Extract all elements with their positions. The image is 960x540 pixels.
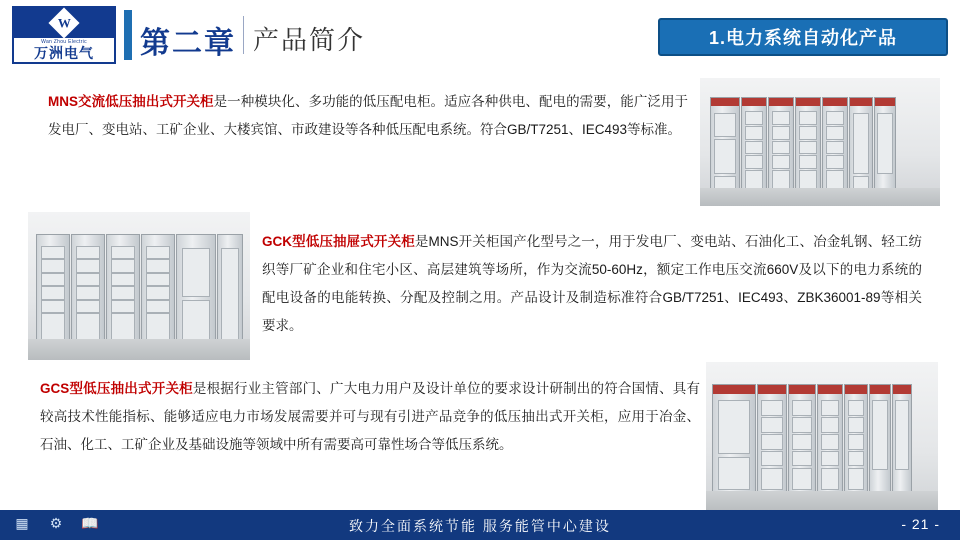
photo-floor bbox=[706, 491, 938, 512]
chapter-subtitle: 产品简介 bbox=[253, 25, 366, 55]
image-gck-switchgear bbox=[28, 212, 250, 360]
company-logo bbox=[12, 6, 116, 64]
logo-english-name: Wan Zhou Electric bbox=[41, 39, 87, 45]
paragraph-gcs bbox=[40, 375, 700, 459]
logo-diamond-icon bbox=[48, 7, 79, 38]
photo-floor bbox=[28, 339, 250, 360]
logo-mark-letter: W bbox=[57, 15, 71, 30]
chapter-divider bbox=[243, 16, 244, 54]
footer-slogan: 致力全面系统节能 服务能管中心建设 bbox=[349, 518, 611, 534]
paragraph-mns bbox=[48, 88, 688, 144]
chapter-title: 第二章 bbox=[140, 27, 236, 60]
page-number: - 21 - bbox=[901, 516, 940, 532]
image-gcs-switchgear bbox=[706, 362, 938, 512]
paragraph-gck-highlight: GCK型低压抽屉式开关柜 bbox=[262, 234, 415, 249]
cabinet-row bbox=[700, 78, 940, 206]
slide-header bbox=[0, 0, 960, 70]
photo-floor bbox=[700, 188, 940, 206]
paragraph-gcs-highlight: GCS型低压抽出式开关柜 bbox=[40, 381, 193, 396]
cabinet-row bbox=[706, 362, 938, 512]
paragraph-gcs-body: 是根据行业主管部门、广大电力用户及设计单位的要求设计研制出的符合国情、具有较高技术性能指标、能够适应电力市场发展需要并可与现有引进产品竞争的低压抽出式开关柜，应用于冶金、石油、化工、工矿企业及基础设施等领域中所有需要高可靠性场合等低压系统。 bbox=[40, 381, 700, 452]
paragraph-gck bbox=[262, 228, 922, 340]
logo-mark bbox=[14, 8, 114, 38]
image-mns-switchgear bbox=[700, 78, 940, 206]
paragraph-mns-body: 是一种模块化、多功能的低压配电柜。适应各种供电、配电的需要，能广泛用于发电厂、变电站、工矿企业、大楼宾馆、市政建设等各种低压配电系统。符合GB/T7251、IEC493等标准。 bbox=[48, 94, 689, 137]
book-icon[interactable]: 📖 bbox=[81, 514, 99, 531]
chapter-accent-bar bbox=[124, 10, 132, 60]
gear-icon[interactable]: ⚙ bbox=[49, 514, 63, 531]
cabinet-row bbox=[28, 212, 250, 360]
slide-footer bbox=[0, 510, 960, 540]
sitemap-icon[interactable]: ▦ bbox=[15, 514, 29, 531]
paragraph-gck-body: 是MNS开关柜国产化型号之一，用于发电厂、变电站、石油化工、冶金轧钢、轻工纺织等厂矿企业和住宅小区、高层建筑等场所，作为交流50-60Hz，额定工作电压交流660V及以下的电力系统的配电设备的电能转换、分配及控制之用。产品设计及制造标准符合GB/T7251、IEC493、ZBK36001-89等相关要求。 bbox=[262, 234, 923, 333]
logo-company-name: 万洲电气 bbox=[34, 45, 94, 61]
section-badge: 1.电力系统自动化产品 bbox=[658, 18, 948, 56]
paragraph-mns-highlight: MNS交流低压抽出式开关柜 bbox=[48, 94, 214, 109]
